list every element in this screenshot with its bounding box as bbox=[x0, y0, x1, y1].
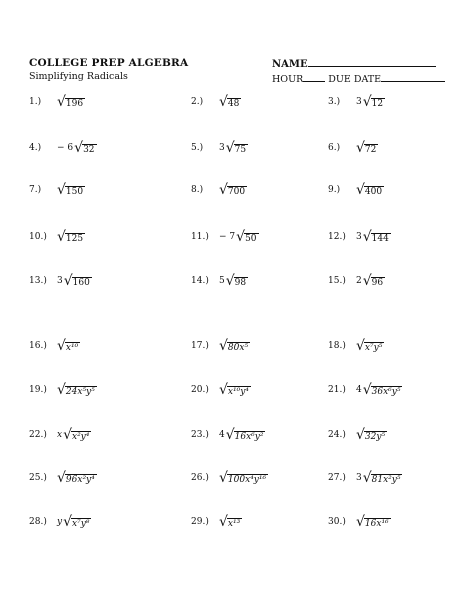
radicand: 160 bbox=[72, 277, 90, 288]
radical-coefficient: 5 bbox=[219, 276, 225, 286]
square-root-icon: √ bbox=[356, 514, 365, 530]
problem-number: 26.) bbox=[191, 473, 209, 483]
problem-item bbox=[328, 183, 384, 197]
problem-number: 3.) bbox=[328, 97, 341, 107]
radical-expression bbox=[363, 230, 391, 244]
problem-item bbox=[328, 339, 384, 353]
problem-item bbox=[191, 515, 242, 529]
radical-coefficient: 3 bbox=[356, 97, 362, 107]
radicand: 80x⁵ bbox=[227, 342, 249, 353]
radicand: 32 bbox=[83, 144, 95, 155]
radicand: 98 bbox=[234, 277, 247, 288]
radical-expression bbox=[219, 339, 250, 353]
radical-coefficient: 4 bbox=[356, 385, 362, 395]
radical-expression bbox=[226, 141, 248, 155]
radical-coefficient: − 7 bbox=[219, 232, 236, 242]
radical-expression bbox=[63, 428, 91, 442]
radicand: 196 bbox=[65, 98, 84, 109]
problem-item bbox=[29, 515, 91, 529]
problem-number: 15.) bbox=[328, 276, 346, 286]
problem-number: 21.) bbox=[328, 385, 346, 395]
problem-number: 28.) bbox=[29, 517, 47, 527]
problem-item bbox=[328, 230, 391, 244]
radical-expression bbox=[356, 428, 387, 442]
problem-number: 12.) bbox=[328, 232, 346, 242]
radicand: 150 bbox=[65, 186, 84, 197]
radical-expression bbox=[226, 274, 248, 288]
radicand: 50 bbox=[245, 233, 257, 244]
radicand: x¹³ bbox=[227, 518, 241, 529]
radicand: 16x⁶y² bbox=[234, 431, 264, 442]
problem-item bbox=[29, 230, 85, 244]
square-root-icon: √ bbox=[219, 182, 228, 198]
radicand: 48 bbox=[227, 98, 240, 109]
radicand: 24x⁵y⁵ bbox=[65, 386, 95, 397]
radical-coefficient: y bbox=[57, 517, 63, 527]
radicand: 12 bbox=[371, 98, 384, 109]
square-root-icon: √ bbox=[63, 514, 73, 530]
square-root-icon: √ bbox=[57, 382, 66, 398]
radicand: x⁷y⁵ bbox=[364, 342, 383, 353]
worksheet-header-right bbox=[272, 57, 445, 85]
radicand: 400 bbox=[364, 186, 383, 197]
radicand: x⁷y⁸ bbox=[72, 518, 90, 529]
radicand: x¹⁰ bbox=[65, 342, 79, 353]
radical-expression bbox=[226, 428, 266, 442]
square-root-icon: √ bbox=[356, 338, 365, 354]
square-root-icon: √ bbox=[219, 470, 228, 486]
problem-number: 8.) bbox=[191, 185, 204, 195]
square-root-icon: √ bbox=[225, 273, 235, 289]
problem-number: 9.) bbox=[328, 185, 341, 195]
square-root-icon: √ bbox=[219, 514, 228, 530]
problem-item bbox=[191, 471, 268, 485]
problem-number: 4.) bbox=[29, 143, 42, 153]
problem-number: 27.) bbox=[328, 473, 346, 483]
problem-number: 14.) bbox=[191, 276, 209, 286]
problem-number: 25.) bbox=[29, 473, 47, 483]
radicand: 75 bbox=[234, 144, 247, 155]
radical-expression bbox=[219, 383, 251, 397]
square-root-icon: √ bbox=[219, 94, 228, 110]
radical-expression bbox=[57, 383, 97, 397]
radical-expression bbox=[57, 471, 97, 485]
problem-item bbox=[29, 428, 91, 442]
radical-coefficient: 3 bbox=[356, 473, 362, 483]
problem-number: 7.) bbox=[29, 185, 42, 195]
square-root-icon: √ bbox=[63, 427, 72, 443]
radical-expression bbox=[57, 183, 85, 197]
problem-number: 23.) bbox=[191, 430, 209, 440]
problem-item bbox=[328, 471, 402, 485]
square-root-icon: √ bbox=[356, 182, 365, 198]
problem-item bbox=[29, 274, 92, 288]
radical-expression bbox=[236, 230, 258, 244]
radical-expression bbox=[219, 515, 242, 529]
square-root-icon: √ bbox=[225, 140, 235, 156]
radicand: 32y⁵ bbox=[364, 431, 386, 442]
problem-number: 10.) bbox=[29, 232, 47, 242]
radical-expression bbox=[363, 274, 385, 288]
problem-item bbox=[29, 95, 85, 109]
radical-coefficient: − 6 bbox=[57, 143, 74, 153]
square-root-icon: √ bbox=[57, 470, 66, 486]
square-root-icon: √ bbox=[57, 182, 66, 198]
hour-label: HOUR bbox=[272, 74, 304, 85]
problem-item bbox=[328, 428, 387, 442]
square-root-icon: √ bbox=[362, 94, 372, 110]
problem-item bbox=[29, 471, 97, 485]
square-root-icon: √ bbox=[225, 427, 235, 443]
problem-number: 1.) bbox=[29, 97, 42, 107]
square-root-icon: √ bbox=[362, 470, 372, 486]
radical-expression bbox=[363, 471, 403, 485]
problem-number: 13.) bbox=[29, 276, 47, 286]
radical-coefficient: 3 bbox=[57, 276, 63, 286]
radicand: 81x²y⁵ bbox=[371, 474, 401, 485]
radicand: 125 bbox=[65, 233, 84, 244]
problem-item bbox=[328, 274, 385, 288]
square-root-icon: √ bbox=[74, 140, 84, 156]
problem-item bbox=[328, 141, 378, 155]
radical-expression bbox=[74, 141, 96, 155]
square-root-icon: √ bbox=[362, 382, 372, 398]
square-root-icon: √ bbox=[236, 229, 246, 245]
radical-coefficient: 3 bbox=[356, 232, 362, 242]
square-root-icon: √ bbox=[57, 94, 66, 110]
square-root-icon: √ bbox=[362, 229, 372, 245]
problem-item bbox=[328, 95, 385, 109]
square-root-icon: √ bbox=[219, 338, 228, 354]
square-root-icon: √ bbox=[362, 273, 372, 289]
problem-item bbox=[191, 230, 259, 244]
problem-item bbox=[191, 141, 248, 155]
problem-number: 20.) bbox=[191, 385, 209, 395]
problem-item bbox=[191, 428, 265, 442]
due-date-blank bbox=[381, 72, 445, 82]
problem-number: 22.) bbox=[29, 430, 47, 440]
radicand: x²y⁴ bbox=[72, 431, 90, 442]
problem-number: 11.) bbox=[191, 232, 209, 242]
problem-number: 30.) bbox=[328, 517, 346, 527]
radical-coefficient: 3 bbox=[219, 143, 225, 153]
radical-expression bbox=[64, 274, 92, 288]
radical-expression bbox=[219, 95, 241, 109]
problem-item bbox=[29, 141, 97, 155]
radical-expression bbox=[356, 339, 384, 353]
hour-line bbox=[272, 72, 445, 85]
radicand: x¹⁰y⁴ bbox=[227, 386, 249, 397]
problem-number: 24.) bbox=[328, 430, 346, 440]
name-line bbox=[272, 57, 445, 70]
radical-expression bbox=[57, 95, 85, 109]
radical-coefficient: x bbox=[57, 430, 63, 440]
radicand: 16x¹⁶ bbox=[364, 518, 389, 529]
problem-number: 16.) bbox=[29, 341, 47, 351]
problem-number: 17.) bbox=[191, 341, 209, 351]
course-title: COLLEGE PREP ALGEBRA bbox=[29, 57, 189, 69]
problem-item bbox=[191, 95, 241, 109]
name-blank bbox=[308, 57, 436, 67]
problem-item bbox=[191, 274, 248, 288]
radicand: 96 bbox=[371, 277, 384, 288]
square-root-icon: √ bbox=[63, 273, 73, 289]
radicand: 72 bbox=[364, 144, 377, 155]
problem-item bbox=[328, 515, 391, 529]
radical-expression bbox=[63, 515, 91, 529]
problem-number: 2.) bbox=[191, 97, 204, 107]
problem-item bbox=[191, 339, 250, 353]
radical-expression bbox=[363, 95, 385, 109]
problem-item bbox=[29, 183, 85, 197]
radical-coefficient: 4 bbox=[219, 430, 225, 440]
radical-expression bbox=[219, 471, 268, 485]
square-root-icon: √ bbox=[219, 382, 228, 398]
radical-expression bbox=[363, 383, 403, 397]
radicand: 700 bbox=[227, 186, 246, 197]
problem-number: 5.) bbox=[191, 143, 204, 153]
problem-number: 6.) bbox=[328, 143, 341, 153]
radical-expression bbox=[57, 339, 80, 353]
worksheet-header-left bbox=[29, 57, 188, 82]
problem-number: 19.) bbox=[29, 385, 47, 395]
radical-expression bbox=[219, 183, 247, 197]
hour-blank bbox=[303, 72, 325, 82]
radical-expression bbox=[356, 515, 391, 529]
problem-item bbox=[29, 383, 97, 397]
radical-expression bbox=[57, 230, 85, 244]
problem-item bbox=[191, 183, 247, 197]
problem-item bbox=[328, 383, 402, 397]
due-date-label: DUE DATE bbox=[328, 74, 382, 85]
problem-number: 29.) bbox=[191, 517, 209, 527]
problem-item bbox=[29, 339, 80, 353]
square-root-icon: √ bbox=[57, 338, 66, 354]
course-subtitle: Simplifying Radicals bbox=[29, 71, 128, 82]
radical-expression bbox=[356, 183, 384, 197]
problem-item bbox=[191, 383, 251, 397]
radicand: 144 bbox=[371, 233, 389, 244]
radicand: 36x⁶y⁵ bbox=[371, 386, 401, 397]
radicand: 96x²y⁴ bbox=[65, 474, 95, 485]
radical-expression bbox=[356, 141, 378, 155]
radical-coefficient: 2 bbox=[356, 276, 362, 286]
square-root-icon: √ bbox=[57, 229, 66, 245]
radicand: 100x⁴y¹⁶ bbox=[227, 474, 267, 485]
square-root-icon: √ bbox=[356, 140, 365, 156]
problem-number: 18.) bbox=[328, 341, 346, 351]
name-label: NAME bbox=[272, 59, 308, 70]
square-root-icon: √ bbox=[356, 427, 365, 443]
